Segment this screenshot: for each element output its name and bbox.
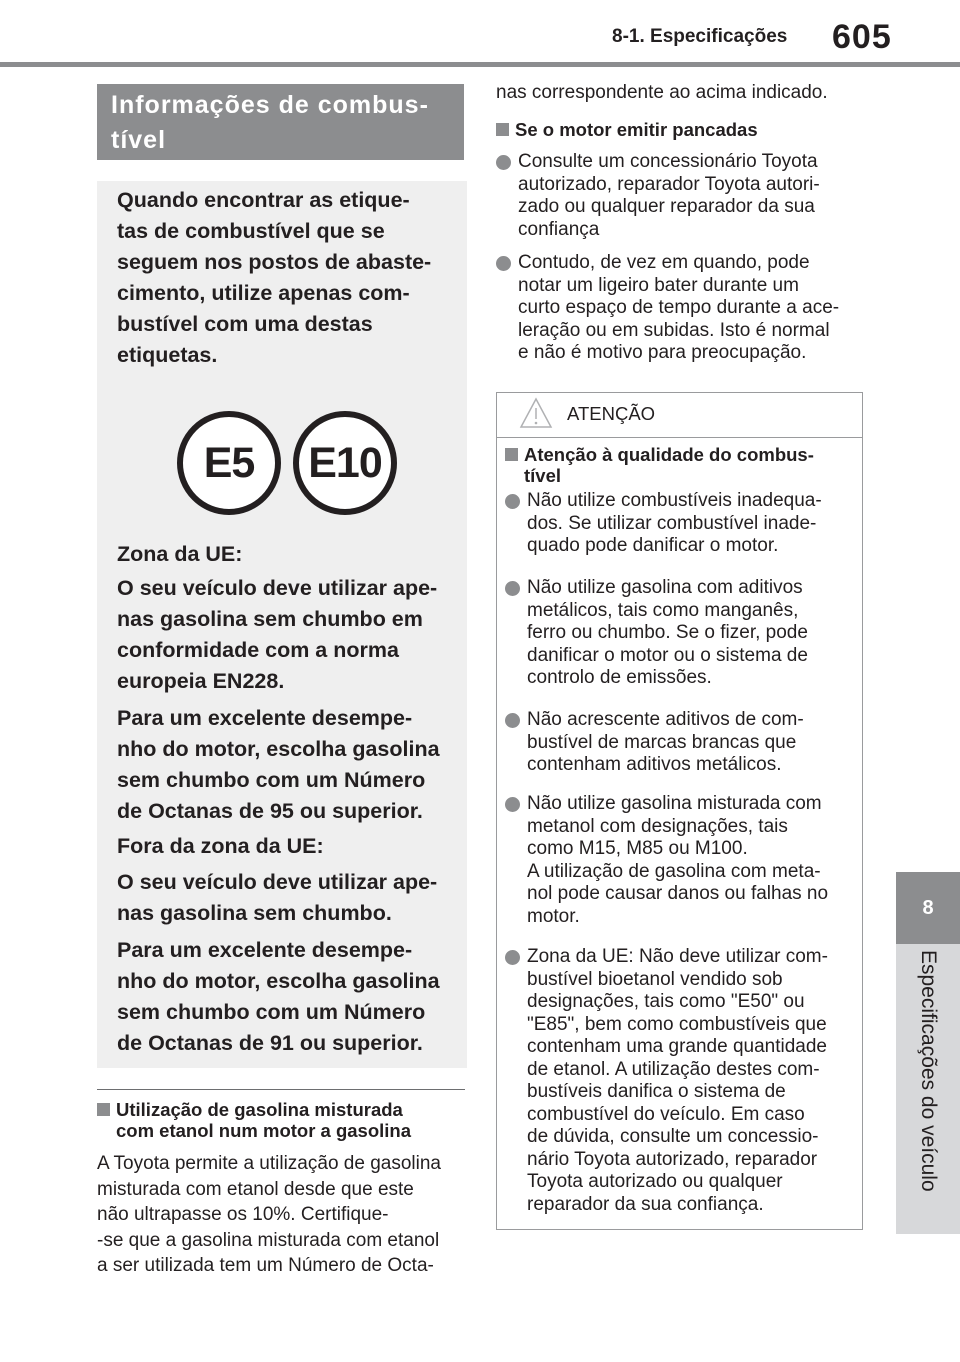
- warning-header: [497, 393, 862, 438]
- eu-octane-text: [117, 703, 457, 827]
- non-eu-zone-text: [117, 867, 457, 929]
- non-eu-text-line: nas gasolina sem chumbo.: [117, 901, 392, 925]
- bullet-line: Não acrescente aditivos de com-: [527, 709, 804, 730]
- intro-line: etiquetas.: [117, 343, 218, 367]
- bullet-line: nário Toyota autorizado, reparador: [527, 1148, 818, 1170]
- ethanol-heading-line: Utilização de gasolina misturada: [116, 1099, 403, 1120]
- warning-heading-line: Atenção à qualidade do combus-: [524, 444, 814, 465]
- bullet-line: Zona da UE: Não deve utilizar com-: [527, 946, 828, 967]
- ethanol-text-continued: nas correspondente ao acima indicado.: [496, 82, 828, 103]
- warning-heading: [505, 444, 855, 486]
- bullet-line: Não utilize gasolina misturada com: [527, 793, 822, 814]
- circle-bullet-icon: [496, 155, 511, 170]
- fuel-info-box: [97, 181, 467, 1068]
- bullet-line: bustíveis danifica o sistema de: [527, 1081, 786, 1102]
- eu-text-line: O seu veículo deve utilizar ape-: [117, 576, 438, 600]
- eu-octane-line: Para um excelente desempe-: [117, 706, 413, 730]
- section-heading-line: Informações de combus-: [111, 91, 429, 119]
- bullet-line: "E85", bem como combustíveis que: [527, 1013, 827, 1035]
- non-eu-zone-label: Fora da zona da UE:: [117, 834, 324, 858]
- ethanol-text-line: a ser utilizada tem um Número de Octa-: [97, 1255, 434, 1276]
- ethanol-text-line: misturada com etanol desde que este: [97, 1178, 414, 1200]
- chapter-tab: [896, 944, 960, 1234]
- knock-heading-text: Se o motor emitir pancadas: [515, 119, 758, 140]
- warning-bullet: [505, 946, 857, 1216]
- non-eu-text-line: O seu veículo deve utilizar ape-: [117, 870, 438, 894]
- circle-bullet-icon: [505, 494, 520, 509]
- bullet-line: dos. Se utilizar combustível inade-: [527, 512, 817, 534]
- intro-line: Quando encontrar as etique-: [117, 188, 410, 212]
- page-number: 605: [832, 18, 892, 56]
- bullet-line: confiança: [518, 218, 600, 240]
- e5-badge-icon: E5: [177, 411, 281, 515]
- bullet-line: reparador da sua confiança.: [527, 1193, 764, 1215]
- ethanol-heading: [97, 1099, 467, 1141]
- bullet-line: A utilização de gasolina com meta-: [527, 860, 821, 882]
- bullet-line: designações, tais como "E50" ou: [527, 991, 805, 1012]
- warning-title: ATENÇÃO: [567, 403, 656, 424]
- circle-bullet-icon: [505, 581, 520, 596]
- bullet-line: motor.: [527, 905, 580, 927]
- bullet-line: contenham uma grande quantidade: [527, 1036, 828, 1057]
- warning-bullet: [505, 577, 857, 690]
- non-eu-octane-line: de Octanas de 91 ou superior.: [117, 1031, 423, 1055]
- eu-octane-line: de Octanas de 95 ou superior.: [117, 799, 423, 823]
- intro-line: seguem nos postos de abaste-: [117, 250, 432, 274]
- section-heading: [97, 84, 464, 160]
- bullet-line: notar um ligeiro bater durante um: [518, 274, 799, 296]
- non-eu-octane-line: sem chumbo com um Número: [117, 1000, 426, 1024]
- bullet-line: combustível do veículo. Em caso: [527, 1103, 805, 1125]
- bullet-line: ferro ou chumbo. Se o fizer, pode: [527, 622, 808, 643]
- bullet-line: curto espaço de tempo durante a ace-: [518, 297, 840, 318]
- bullet-line: bustível bioetanol vendido sob: [527, 968, 783, 990]
- ethanol-text: [97, 1151, 469, 1279]
- warning-box: [496, 392, 863, 1230]
- intro-line: tas de combustível que se: [117, 219, 385, 243]
- bullet-line: leração ou em subidas. Isto é normal: [518, 319, 830, 341]
- section-title: 8-1. Especificações: [612, 26, 788, 47]
- eu-octane-line: nho do motor, escolha gasolina: [117, 737, 440, 761]
- knock-bullet: [496, 252, 866, 365]
- non-eu-octane-line: Para um excelente desempe-: [117, 938, 413, 962]
- section-heading-line: tível: [111, 126, 167, 154]
- bullet-line: como M15, M85 ou M100.: [527, 838, 748, 859]
- warning-bullet: [505, 793, 857, 928]
- fuel-label-badges: [177, 411, 397, 511]
- circle-bullet-icon: [505, 797, 520, 812]
- eu-octane-line: sem chumbo com um Número: [117, 768, 426, 792]
- bullet-line: Não utilize combustíveis inadequa-: [527, 490, 822, 511]
- non-eu-octane-line: nho do motor, escolha gasolina: [117, 969, 440, 993]
- section-divider: [97, 1089, 465, 1090]
- circle-bullet-icon: [496, 256, 511, 271]
- bullet-line: Contudo, de vez em quando, pode: [518, 252, 810, 273]
- ethanol-heading-line: com etanol num motor a gasolina: [116, 1120, 412, 1141]
- ethanol-text-line: não ultrapasse os 10%. Certifique-: [97, 1204, 389, 1225]
- knock-bullet: [496, 151, 866, 241]
- knock-heading: [496, 119, 866, 140]
- chapter-number: 8: [896, 872, 960, 944]
- bullet-line: contenham aditivos metálicos.: [527, 754, 782, 775]
- fuel-label-intro: [117, 185, 457, 371]
- warning-heading-line: tível: [524, 465, 562, 486]
- eu-zone-text: [117, 573, 457, 697]
- bullet-line: danificar o motor ou o sistema de: [527, 644, 808, 666]
- bullet-line: quado pode danificar o motor.: [527, 535, 779, 556]
- chapter-label: Especificações do veículo: [917, 950, 940, 1192]
- ethanol-text-line: -se que a gasolina misturada com etanol: [97, 1229, 440, 1251]
- eu-text-line: nas gasolina sem chumbo em: [117, 607, 423, 631]
- intro-line: cimento, utilize apenas com-: [117, 281, 410, 305]
- intro-line: bustível com uma destas: [117, 312, 373, 336]
- bullet-line: Não utilize gasolina com aditivos: [527, 577, 803, 598]
- bullet-line: bustível de marcas brancas que: [527, 731, 797, 753]
- eu-zone-label: Zona da UE:: [117, 542, 243, 566]
- warning-triangle-icon: [519, 397, 553, 429]
- ethanol-text-line: A Toyota permite a utilização de gasolina: [97, 1153, 441, 1174]
- bullet-line: nol pode causar danos ou falhas no: [527, 883, 829, 904]
- warning-bullet: [505, 490, 857, 558]
- bullet-line: de etanol. A utilização destes com-: [527, 1058, 820, 1080]
- square-bullet-icon: [97, 1103, 110, 1116]
- bullet-line: metanol com designações, tais: [527, 815, 788, 837]
- circle-bullet-icon: [505, 713, 520, 728]
- circle-bullet-icon: [505, 950, 520, 965]
- square-bullet-icon: [496, 123, 509, 136]
- bullet-line: Consulte um concessionário Toyota: [518, 151, 818, 172]
- bullet-line: metálicos, tais como manganês,: [527, 599, 799, 621]
- bullet-line: de dúvida, consulte um concessio-: [527, 1126, 819, 1147]
- non-eu-octane-text: [117, 935, 457, 1059]
- bullet-line: e não é motivo para preocupação.: [518, 342, 807, 363]
- square-bullet-icon: [505, 448, 518, 461]
- eu-text-line: europeia EN228.: [117, 669, 285, 693]
- page-header: [0, 0, 960, 66]
- e10-badge-icon: E10: [293, 411, 397, 515]
- bullet-line: controlo de emissões.: [527, 667, 712, 688]
- bullet-line: autorizado, reparador Toyota autori-: [518, 173, 820, 195]
- eu-text-line: conformidade com a norma: [117, 638, 399, 662]
- bullet-line: Toyota autorizado ou qualquer: [527, 1171, 783, 1192]
- header-rule: [0, 62, 960, 67]
- bullet-line: zado ou qualquer reparador da sua: [518, 196, 815, 217]
- warning-bullet: [505, 709, 857, 777]
